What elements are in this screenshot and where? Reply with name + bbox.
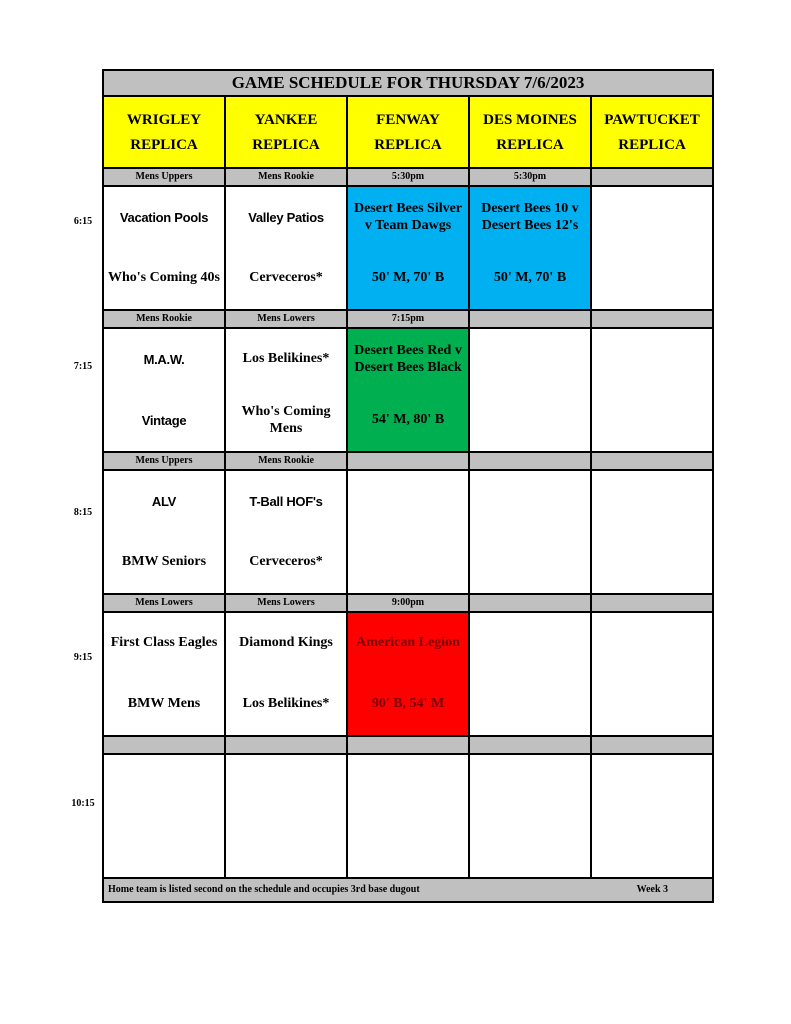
game-cell <box>103 328 225 452</box>
game-cell <box>469 612 591 736</box>
division-label <box>225 736 347 754</box>
game-cell-highlighted <box>347 612 469 736</box>
home-team: Los Belikines* <box>242 696 330 712</box>
division-label-row <box>103 168 713 186</box>
game-cell-highlighted <box>347 328 469 452</box>
home-team <box>348 816 468 877</box>
field-subtitle: REPLICA <box>252 136 320 153</box>
home-team <box>592 248 712 309</box>
time-label: 7:15 <box>73 361 93 372</box>
away-team <box>470 329 590 390</box>
game-row <box>103 186 713 310</box>
schedule-title: GAME SCHEDULE FOR THURSDAY 7/6/2023 <box>103 70 713 96</box>
time-label: 8:15 <box>73 507 93 518</box>
away-team <box>470 755 590 816</box>
division-label: Mens Rookie <box>225 452 347 470</box>
away-team <box>592 329 712 390</box>
game-row <box>103 470 713 594</box>
division-label: Mens Uppers <box>103 452 225 470</box>
away-team <box>592 471 712 532</box>
away-team: ALV <box>151 493 177 509</box>
field-name: WRIGLEY <box>126 111 202 128</box>
home-team: BMW Seniors <box>121 554 207 570</box>
division-label <box>347 452 469 470</box>
field-subtitle: REPLICA <box>618 136 686 153</box>
home-team <box>592 674 712 735</box>
game-cell <box>103 470 225 594</box>
away-team: Los Belikines* <box>242 351 330 367</box>
division-label-row <box>103 594 713 612</box>
home-team <box>348 532 468 593</box>
game-cell <box>469 470 591 594</box>
game-cell <box>469 754 591 878</box>
field-header-wrigley <box>103 96 225 168</box>
away-team <box>348 471 468 532</box>
field-header-des-moines <box>469 96 591 168</box>
matchup: American Legion <box>356 635 460 651</box>
division-label <box>591 310 713 328</box>
matchup: Desert Bees Silver v Team Dawgs <box>353 200 463 233</box>
game-row <box>103 612 713 736</box>
away-team: First Class Eagles <box>110 635 218 651</box>
division-label: Mens Lowers <box>225 594 347 612</box>
division-label <box>591 736 713 754</box>
away-team <box>592 613 712 674</box>
matchup: Desert Bees Red v Desert Bees Black <box>354 342 462 375</box>
division-label: Mens Rookie <box>103 310 225 328</box>
field-subtitle: REPLICA <box>130 136 198 153</box>
schedule-table <box>102 69 714 903</box>
division-label <box>469 452 591 470</box>
away-team: Diamond Kings <box>239 635 333 651</box>
away-team <box>470 613 590 674</box>
home-team: Who's Coming 40s <box>107 270 221 286</box>
time-label: 6:15 <box>73 216 93 227</box>
division-label <box>591 168 713 186</box>
home-team <box>470 816 590 877</box>
field-header-fenway <box>347 96 469 168</box>
game-cell <box>469 328 591 452</box>
game-cell <box>103 186 225 310</box>
away-team <box>592 187 712 248</box>
field-distances: 90' B, 54' M <box>371 696 445 712</box>
away-team: Vacation Pools <box>119 209 209 225</box>
field-distances: 50' M, 70' B <box>493 270 567 286</box>
field-name: PAWTUCKET <box>604 111 700 128</box>
game-cell <box>591 328 713 452</box>
home-team <box>592 816 712 877</box>
game-cell <box>103 612 225 736</box>
home-team: Cerveceros* <box>249 270 323 286</box>
home-team: Cerveceros* <box>249 554 323 570</box>
home-team: Vintage <box>141 412 187 428</box>
game-cell <box>591 612 713 736</box>
home-team <box>470 674 590 735</box>
home-team <box>592 532 712 593</box>
home-team <box>226 816 346 877</box>
time-label: 9:15 <box>73 652 93 663</box>
division-label-row <box>103 736 713 754</box>
away-team <box>592 755 712 816</box>
game-cell-highlighted <box>347 186 469 310</box>
division-label: Mens Uppers <box>103 168 225 186</box>
game-cell <box>591 470 713 594</box>
game-row <box>103 754 713 878</box>
away-team: T-Ball HOF's <box>249 493 323 509</box>
home-team <box>470 532 590 593</box>
field-header-pawtucket <box>591 96 713 168</box>
division-label <box>469 310 591 328</box>
game-row <box>103 328 713 452</box>
game-cell <box>225 612 347 736</box>
home-team: Who's Coming Mens <box>241 403 331 436</box>
game-cell <box>347 470 469 594</box>
away-team <box>226 755 346 816</box>
field-distances: 50' M, 70' B <box>371 270 445 286</box>
field-subtitle: REPLICA <box>496 136 564 153</box>
game-cell <box>591 754 713 878</box>
division-label: 7:15pm <box>347 310 469 328</box>
away-team <box>348 755 468 816</box>
field-name: YANKEE <box>254 111 318 128</box>
footer-bar <box>103 878 713 902</box>
division-label <box>347 736 469 754</box>
field-subtitle: REPLICA <box>374 136 442 153</box>
game-cell <box>225 328 347 452</box>
home-team <box>592 390 712 451</box>
week-label: Week 3 <box>636 884 669 895</box>
home-team: BMW Mens <box>127 696 201 712</box>
away-team <box>104 755 224 816</box>
division-label: 5:30pm <box>347 168 469 186</box>
game-cell <box>225 186 347 310</box>
division-label-row <box>103 452 713 470</box>
division-label <box>469 594 591 612</box>
division-label: 9:00pm <box>347 594 469 612</box>
away-team <box>470 471 590 532</box>
division-label <box>591 452 713 470</box>
game-cell <box>591 186 713 310</box>
away-team: Valley Patios <box>248 209 324 225</box>
division-label-row <box>103 310 713 328</box>
division-label: Mens Rookie <box>225 168 347 186</box>
field-header-yankee <box>225 96 347 168</box>
time-label: 10:15 <box>71 798 95 809</box>
division-label <box>591 594 713 612</box>
game-cell <box>225 754 347 878</box>
division-label <box>103 736 225 754</box>
game-cell <box>103 754 225 878</box>
home-team <box>104 816 224 877</box>
footer-note: Home team is listed second on the schedule and occupies 3rd base dugout <box>108 884 420 895</box>
field-distances: 54' M, 80' B <box>371 412 445 428</box>
matchup: Desert Bees 10 v Desert Bees 12's <box>481 200 579 233</box>
division-label: 5:30pm <box>469 168 591 186</box>
field-name: DES MOINES <box>483 111 577 128</box>
game-cell <box>347 754 469 878</box>
game-cell-highlighted <box>469 186 591 310</box>
game-cell <box>225 470 347 594</box>
away-team: M.A.W. <box>143 351 185 367</box>
division-label: Mens Lowers <box>103 594 225 612</box>
division-label <box>469 736 591 754</box>
field-name: FENWAY <box>376 111 440 128</box>
division-label: Mens Lowers <box>225 310 347 328</box>
home-team <box>470 390 590 451</box>
